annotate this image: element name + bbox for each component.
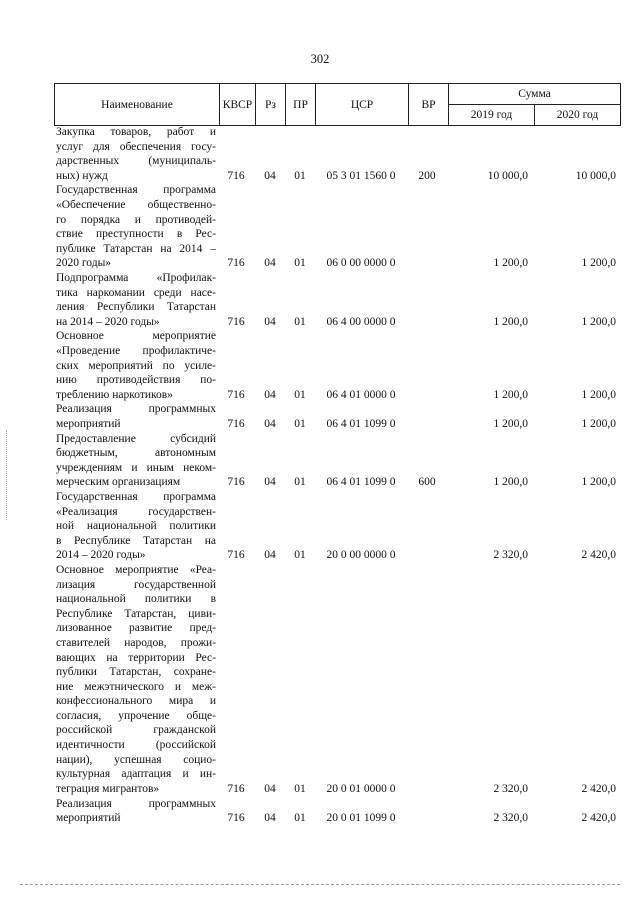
header-name: Наименование	[55, 84, 220, 126]
row-name	[56, 183, 216, 271]
cell-sum-2020: 1 200,0	[581, 417, 616, 430]
row-name-line: Предоставление субсидий	[56, 432, 216, 445]
cell-vr: 200	[418, 169, 436, 182]
cell-csr: 20 0 00 0000 0	[326, 549, 396, 562]
row-name-line: ние межэтнического и меж-	[56, 680, 216, 693]
row-name-line: конфессионального мира и	[56, 695, 216, 708]
cell-sum-2020: 1 200,0	[581, 476, 616, 489]
cell-pr: 01	[294, 388, 306, 401]
row-name-line: го порядка и противодей-	[56, 213, 216, 226]
row-name-line: бюджетным, автономным	[56, 447, 216, 460]
row-name-line: Государственная программа	[56, 490, 216, 503]
row-name-line: ствие преступности в Рес-	[56, 228, 216, 241]
row-name-line: лизованное развитие пред-	[56, 622, 216, 635]
table-row	[0, 432, 640, 490]
cell-kvsr: 716	[227, 549, 245, 562]
cell-rz: 04	[264, 315, 276, 328]
table-row	[0, 183, 640, 271]
row-name	[56, 490, 216, 563]
row-name	[56, 329, 216, 402]
cell-sum-2019: 10 000,0	[487, 169, 528, 182]
header-2019: 2019 год	[449, 105, 535, 126]
cell-pr: 01	[294, 812, 306, 825]
cell-pr: 01	[294, 476, 306, 489]
row-name-line: ставителей народов, прожи-	[56, 636, 216, 649]
row-name-line: ных) нужд	[56, 169, 108, 182]
row-name-line: нию противодействия по-	[56, 374, 216, 387]
cell-kvsr: 716	[227, 169, 245, 182]
header-vr: ВР	[409, 84, 449, 126]
table-header	[54, 83, 621, 126]
cell-kvsr: 716	[227, 476, 245, 489]
row-name-line: 2014 – 2020 годы»	[56, 549, 146, 562]
row-name-line: Основное мероприятие	[56, 330, 216, 343]
cell-sum-2020: 1 200,0	[581, 388, 616, 401]
row-name-line: ских мероприятий по усиле-	[56, 359, 216, 372]
cell-pr: 01	[294, 549, 306, 562]
table-body	[0, 125, 640, 826]
row-name-line: мерческим организациям	[56, 476, 181, 489]
cell-sum-2020: 1 200,0	[581, 257, 616, 270]
cell-sum-2019: 1 200,0	[493, 417, 528, 430]
header-pr: ПР	[286, 84, 316, 126]
row-name-line: в Республике Татарстан на	[56, 534, 216, 547]
row-name	[56, 271, 216, 329]
table-row	[0, 563, 640, 797]
header-2020: 2020 год	[535, 105, 621, 126]
cell-sum-2020: 2 420,0	[581, 549, 616, 562]
cell-csr: 06 4 01 1099 0	[326, 476, 396, 489]
row-name-line: «Реализация государствен-	[56, 505, 216, 518]
cell-sum-2020: 2 420,0	[581, 782, 616, 795]
table-row	[0, 490, 640, 563]
cell-sum-2019: 1 200,0	[493, 476, 528, 489]
row-name	[56, 432, 216, 490]
header-rz: Рз	[256, 84, 286, 126]
cell-rz: 04	[264, 169, 276, 182]
cell-csr: 06 4 01 0000 0	[326, 388, 396, 401]
cell-csr: 06 0 00 0000 0	[326, 257, 396, 270]
cell-rz: 04	[264, 812, 276, 825]
cell-pr: 01	[294, 169, 306, 182]
cell-rz: 04	[264, 257, 276, 270]
row-name-line: треблению наркотиков»	[56, 388, 173, 401]
row-name-line: теграция мигрантов»	[56, 782, 160, 795]
cell-sum-2020: 10 000,0	[575, 169, 616, 182]
row-name-line: Государственная программа	[56, 184, 216, 197]
cell-kvsr: 716	[227, 812, 245, 825]
cell-sum-2019: 1 200,0	[493, 257, 528, 270]
cell-pr: 01	[294, 257, 306, 270]
cell-sum-2019: 1 200,0	[493, 388, 528, 401]
row-name-line: мероприятий	[56, 417, 121, 430]
cell-rz: 04	[264, 476, 276, 489]
cell-csr: 20 0 01 0000 0	[326, 782, 396, 795]
cell-sum-2019: 2 320,0	[493, 812, 528, 825]
row-name-line: культурная адаптация и ин-	[56, 768, 216, 781]
row-name-line: ления Республики Татарстан	[56, 301, 216, 314]
cell-sum-2019: 2 320,0	[493, 782, 528, 795]
cell-kvsr: 716	[227, 417, 245, 430]
table-row	[0, 271, 640, 329]
row-name-line: российской гражданской	[56, 724, 216, 737]
cell-sum-2019: 2 320,0	[493, 549, 528, 562]
cell-sum-2020: 2 420,0	[581, 812, 616, 825]
cell-kvsr: 716	[227, 315, 245, 328]
header-csr: ЦСР	[316, 84, 409, 126]
row-name-line: дарственных (муниципаль-	[56, 155, 216, 168]
row-name-line: нации), успешная социо-	[56, 753, 216, 766]
cell-sum-2019: 1 200,0	[493, 315, 528, 328]
cell-pr: 01	[294, 417, 306, 430]
row-name-line: Подпрограмма «Профилак-	[56, 271, 216, 284]
row-name-line: на 2014 – 2020 годы»	[56, 315, 160, 328]
row-name-line: лизация государственной	[56, 578, 216, 591]
row-name-line: публики Татарстан, сохране-	[56, 666, 216, 679]
cell-pr: 01	[294, 782, 306, 795]
page-number: 302	[310, 52, 330, 66]
margin-marks	[6, 430, 7, 520]
row-name	[56, 402, 216, 431]
row-name-line: учреждениям и иным неком-	[56, 461, 216, 474]
row-name-line: «Обеспечение общественно-	[56, 198, 216, 211]
table-row	[0, 125, 640, 183]
row-name-line: идентичности (российской	[56, 739, 216, 752]
row-name-line: национальной политики в	[56, 593, 216, 606]
cell-vr: 600	[418, 476, 436, 489]
cell-rz: 04	[264, 782, 276, 795]
cell-pr: 01	[294, 315, 306, 328]
row-name-line: согласия, упрочение обще-	[56, 709, 216, 722]
cell-csr: 06 4 00 0000 0	[326, 315, 396, 328]
cell-csr: 05 3 01 1560 0	[326, 169, 396, 182]
row-name	[56, 125, 216, 183]
row-name-line: вающих на территории Рес-	[56, 651, 216, 664]
row-name-line: Республике Татарстан, циви-	[56, 607, 216, 620]
row-name-line: мероприятий	[56, 812, 121, 825]
cell-kvsr: 716	[227, 257, 245, 270]
row-name-line: тика наркомании среди насе-	[56, 286, 216, 299]
row-name-line: Закупка товаров, работ и	[56, 126, 216, 138]
cell-rz: 04	[264, 549, 276, 562]
row-name-line: ной национальной политики	[56, 520, 216, 533]
table-row	[0, 402, 640, 431]
header-sum: Сумма	[449, 84, 621, 105]
row-name-line: Основное мероприятие «Реа-	[56, 563, 216, 576]
header-kvsr: КВСР	[220, 84, 256, 126]
row-name-line: публике Татарстан на 2014 –	[56, 242, 216, 255]
row-name	[56, 797, 216, 826]
row-name-line: Реализация программных	[56, 403, 216, 416]
table-row	[0, 329, 640, 402]
table-row	[0, 797, 640, 826]
row-name-line: «Проведение профилактиче-	[56, 344, 216, 357]
cell-sum-2020: 1 200,0	[581, 315, 616, 328]
cell-csr: 06 4 01 1099 0	[326, 417, 396, 430]
footer-line	[20, 884, 620, 885]
row-name	[56, 563, 216, 797]
cell-rz: 04	[264, 417, 276, 430]
row-name-line: услуг для обеспечения госу-	[56, 140, 216, 153]
row-name-line: 2020 годы»	[56, 257, 112, 270]
cell-kvsr: 716	[227, 782, 245, 795]
cell-csr: 20 0 01 1099 0	[326, 812, 396, 825]
row-name-line: Реализация программных	[56, 797, 216, 810]
cell-rz: 04	[264, 388, 276, 401]
cell-kvsr: 716	[227, 388, 245, 401]
